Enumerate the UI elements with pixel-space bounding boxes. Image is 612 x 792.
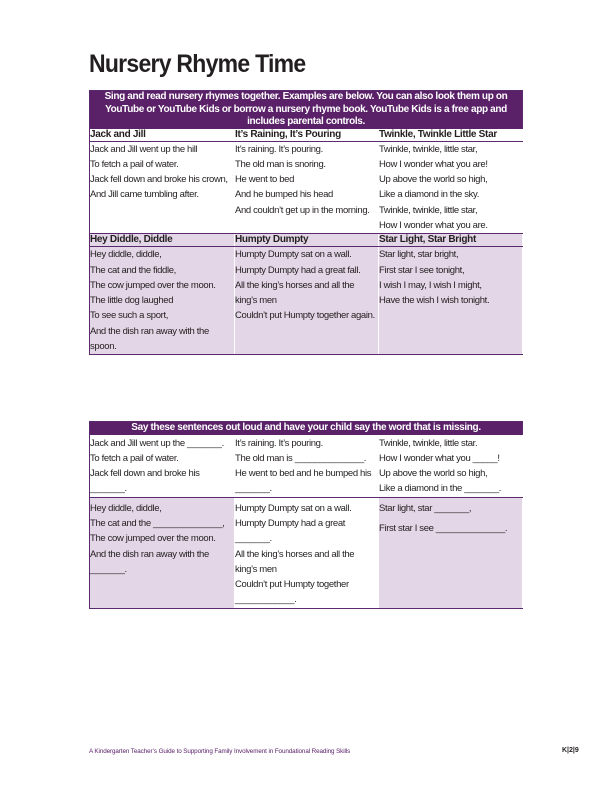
rhyme-line: The cat and the ______________, [90, 517, 225, 529]
rhyme-title: Twinkle, Twinkle Little Star [379, 129, 523, 142]
rhyme-line: And the dish ran away with the _______. [90, 548, 209, 575]
rhyme-line: Star light, star _______, [379, 502, 472, 514]
missing-word-text [90, 435, 235, 498]
rhyme-line: To fetch a pail of water. [90, 158, 179, 170]
rhyme-line: Twinkle, twinkle, little star, [379, 204, 478, 216]
rhyme-title: Star Light, Star Bright [379, 234, 523, 247]
missing-word-text [379, 497, 523, 608]
rhyme-text [90, 141, 235, 234]
rhyme-line: Jack and Jill went up the hill [90, 143, 198, 155]
rhyme-line: The cow jumped over the moon. [90, 279, 216, 291]
rhyme-line: The cat and the fiddle, [90, 264, 176, 276]
rhyme-line: And couldn’t get up in the morning. [235, 204, 370, 216]
rhyme-line: And Jill came tumbling after. [90, 189, 199, 201]
rhyme-line: Jack fell down and broke his _______. [90, 468, 200, 495]
rhyme-line: Star light, star bright, [379, 249, 459, 261]
rhyme-line: Jack and Jill went up the _______. [90, 437, 224, 449]
rhyme-line: Humpty Dumpty had a great _______. [235, 517, 346, 545]
rhyme-line: How I wonder what you are. [379, 219, 488, 231]
missing-word-text [235, 435, 379, 498]
rhyme-line: All the king’s horses and all the king’s men [235, 548, 355, 575]
rhyme-line: Jack fell down and broke his crown, [90, 174, 228, 186]
rhyme-line: Couldn’t put Humpty together again. [235, 310, 375, 322]
rhyme-line: It’s raining. It’s pouring. [235, 143, 323, 155]
rhyme-line: And the dish ran away with the spoon. [90, 325, 209, 353]
rhyme-line: Twinkle, twinkle, little star, [379, 143, 478, 155]
rhyme-line: He went to bed [235, 174, 295, 186]
rhyme-line: All the king’s horses and all the king’s men [235, 279, 355, 307]
missing-word-text [90, 497, 235, 608]
rhyme-line: Like a diamond in the sky. [379, 189, 480, 201]
rhyme-line: And he bumped his head [235, 189, 333, 201]
rhyme-text [235, 141, 379, 234]
rhyme-line: He went to bed and he bumped his _______. [235, 468, 372, 495]
rhyme-line: I wish I may, I wish I might, [379, 279, 482, 291]
rhyme-line: Hey diddle, diddle, [90, 249, 162, 261]
rhyme-line: How I wonder what you are! [379, 158, 488, 170]
rhyme-line: Up above the world so high, [379, 174, 488, 186]
rhyme-line: The old man is ______________. [235, 452, 367, 464]
missing-word-table [89, 421, 523, 609]
rhyme-line: First star I see ______________. [379, 522, 508, 534]
rhyme-line: To fetch a pail of water. [90, 452, 179, 464]
rhyme-line: To see such a sport, [90, 310, 169, 322]
rhyme-text [379, 247, 523, 355]
rhyme-line: Couldn’t put Humpty together ____________. [235, 579, 349, 606]
rhyme-line: Humpty Dumpty had a great fall. [235, 264, 361, 276]
rhyme-line: Up above the world so high, [379, 468, 488, 480]
page-number: K|2|9 [562, 747, 579, 754]
rhyme-text [379, 141, 523, 234]
missing-word-text [379, 435, 523, 498]
missing-word-text [235, 497, 379, 608]
rhyme-line: Twinkle, twinkle, little star. [379, 437, 478, 449]
rhyme-text [235, 247, 379, 355]
rhyme-line: How I wonder what you _____! [379, 452, 500, 464]
rhyme-line: Have the wish I wish tonight. [379, 295, 490, 307]
missing-word-banner: Say these sentences out loud and have your child say the word that is missing. [90, 422, 523, 435]
rhyme-line: Like a diamond in the _______. [379, 483, 502, 495]
rhyme-line: The old man is snoring. [235, 158, 326, 170]
rhyme-line: Humpty Dumpty sat on a wall. [235, 502, 352, 514]
rhyme-text [90, 247, 235, 355]
rhyme-line: The little dog laughed [90, 295, 174, 307]
rhyme-line: The cow jumped over the moon. [90, 533, 216, 545]
rhyme-line: First star I see tonight, [379, 264, 465, 276]
rhyme-line: It’s raining. It’s pouring. [235, 437, 323, 449]
footer-guide-title: A Kindergarten Teacher’s Guide to Supporting Family Involvement in Foundational Reading Skills [89, 748, 351, 755]
rhyme-line: Humpty Dumpty sat on a wall. [235, 249, 352, 261]
rhymes-banner: Sing and read nursery rhymes together. Examples are below. You can also look them up on YouTube or YouTube Kids or borrow a nursery rhyme book. YouTube Kids is a free app and includes parental controls. [90, 91, 523, 129]
page-title: Nursery Rhyme Time [89, 50, 306, 78]
rhyme-line: Hey diddle, diddle, [90, 502, 162, 514]
rhyme-title: Humpty Dumpty [235, 234, 379, 247]
rhyme-title: Jack and Jill [90, 129, 235, 142]
rhyme-title: Hey Diddle, Diddle [90, 234, 235, 247]
rhyme-title: It’s Raining, It’s Pouring [235, 129, 379, 142]
rhymes-table [89, 90, 523, 355]
